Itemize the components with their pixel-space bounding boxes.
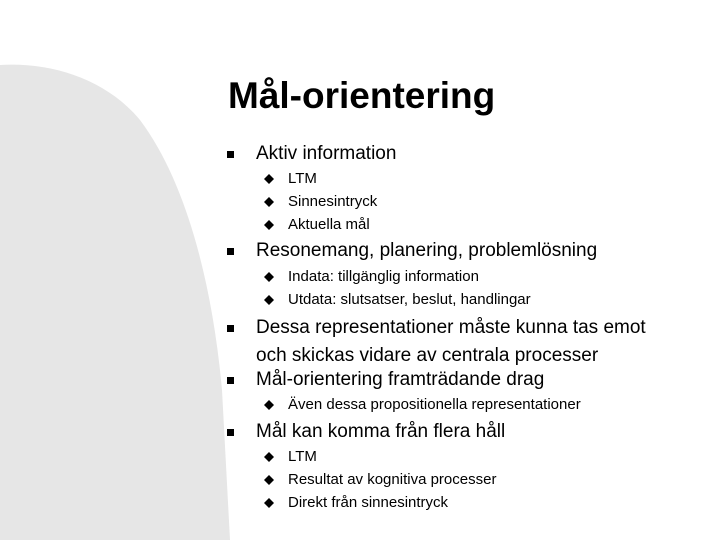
bullet-text-line-1: Dessa representationer måste kunna tas emot [256,317,646,338]
bullet-text: Aktiv information [256,143,397,164]
sub-bullet-item [288,289,531,311]
square-bullet-icon [227,429,234,436]
sub-bullet-text: Aktuella mål [288,216,370,233]
sub-bullet-item [288,168,317,190]
diamond-bullet-icon [264,498,274,508]
diamond-bullet-icon [264,174,274,184]
square-bullet-icon [227,248,234,255]
square-bullet-icon [227,151,234,158]
sub-bullet-item [288,191,377,213]
sub-bullet-text: Direkt från sinnesintryck [288,494,449,511]
sub-bullet-text: Resultat av kognitiva processer [288,471,497,488]
bullet-item-mal-orientering [256,366,544,394]
sub-bullet-text: LTM [288,448,317,465]
diamond-bullet-icon [264,197,274,207]
sub-bullet-item [288,214,370,236]
sub-bullet-text: Sinnesintryck [288,193,378,210]
sub-bullet-item [288,492,448,514]
bullet-item-dessa-representationer [256,314,646,370]
bullet-text: Resonemang, planering, problemlösning [256,240,598,261]
bullet-text-line-2: och skickas vidare av centrala processer [256,345,599,366]
square-bullet-icon [227,325,234,332]
sub-bullet-item [288,266,479,288]
sub-bullet-text: Indata: tillgänglig information [288,268,479,285]
sub-bullet-text: Utdata: slutsatser, beslut, handlingar [288,291,531,308]
sub-bullet-item [288,394,581,416]
diamond-bullet-icon [264,400,274,410]
diamond-bullet-icon [264,475,274,485]
diamond-bullet-icon [264,272,274,282]
bullet-item-resonemang [256,237,597,265]
bullet-item-mal-kan-komma [256,418,505,446]
sub-bullet-text: LTM [288,170,317,187]
diamond-bullet-icon [264,295,274,305]
diamond-bullet-icon [264,452,274,462]
bullet-item-aktiv-information [256,140,396,168]
square-bullet-icon [227,377,234,384]
sub-bullet-text: Även dessa propositionella representationer [288,396,581,413]
sub-bullet-item [288,446,317,468]
slide-title: Mål-orientering [228,75,496,116]
diamond-bullet-icon [264,220,274,230]
bullet-text: Mål kan komma från flera håll [256,421,506,442]
bullet-text: Mål-orientering framträdande drag [256,369,545,390]
sub-bullet-item [288,469,496,491]
